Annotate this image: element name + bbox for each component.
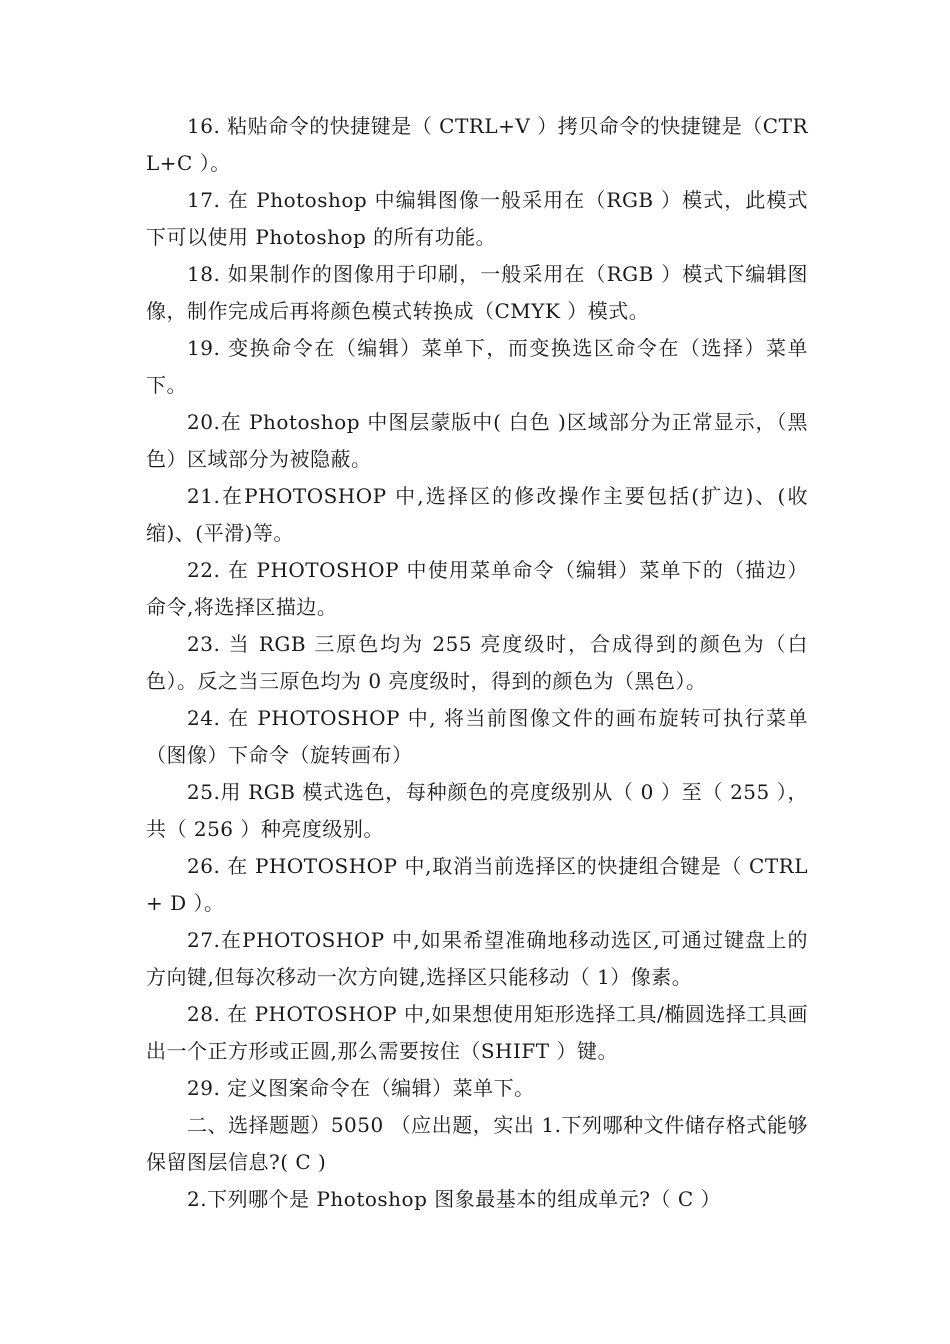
paragraph-q26: 26. 在 PHOTOSHOP 中,取消当前选择区的快捷组合键是（ CTRL+ D ）。 — [146, 854, 808, 915]
paragraph-q21: 21.在PHOTOSHOP 中,选择区的修改操作主要包括(扩边)、(收缩)、(平滑)等。 — [146, 484, 808, 545]
paragraph-q25: 25.用 RGB 模式选色，每种颜色的亮度级别从（ 0 ）至（ 255 ），共（ 256 ）种亮度级别。 — [146, 780, 808, 841]
paragraph-q17: 17. 在 Photoshop 中编辑图像一般采用在（RGB ）模式，此模式下可以使用 Photoshop 的所有功能。 — [146, 188, 808, 249]
paragraph-q27: 27.在PHOTOSHOP 中,如果希望准确地移动选区,可通过键盘上的方向键,但每次移动一次方向键,选择区只能移动（ 1）像素。 — [146, 928, 808, 989]
paragraph-q18: 18. 如果制作的图像用于印刷，一般采用在（RGB ）模式下编辑图像，制作完成后再将颜色模式转换成（CMYK ）模式。 — [146, 262, 808, 323]
paragraph-q19: 19. 变换命令在（编辑）菜单下，而变换选区命令在（选择）菜单下。 — [146, 336, 808, 397]
paragraph-q20: 20.在 Photoshop 中图层蒙版中( 白色 )区域部分为正常显示，（黑色）区域部分为被隐蔽。 — [146, 410, 808, 471]
paragraph-q16: 16. 粘贴命令的快捷键是（ CTRL+V ）拷贝命令的快捷键是（CTRL+C ）。 — [146, 114, 808, 175]
paragraph-q23: 23. 当 RGB 三原色均为 255 亮度级时，合成得到的颜色为（白色）。反之当三原色均为 0 亮度级时，得到的颜色为（黑色）。 — [146, 632, 808, 693]
document-body — [146, 108, 808, 1218]
paragraph-choice-q2: 2.下列哪个是 Photoshop 图象最基本的组成单元?（ C ） — [187, 1187, 721, 1211]
paragraph-q28: 28. 在 PHOTOSHOP 中,如果想使用矩形选择工具/椭圆选择工具画出一个正方形或正圆,那么需要按住（SHIFT ）键。 — [146, 1002, 808, 1063]
paragraph-q29: 29. 定义图案命令在（编辑）菜单下。 — [187, 1076, 535, 1100]
paragraph-q24: 24. 在 PHOTOSHOP 中, 将当前图像文件的画布旋转可执行菜单（图像）下命令（旋转画布） — [146, 706, 808, 767]
paragraph-q22: 22. 在 PHOTOSHOP 中使用菜单命令（编辑）菜单下的（描边）命令,将选择区描边。 — [146, 558, 808, 619]
section-choice-heading: 二、选择题题）5050 （应出题，实出 1.下列哪种文件储存格式能够保留图层信息?( C ) — [146, 1113, 808, 1174]
